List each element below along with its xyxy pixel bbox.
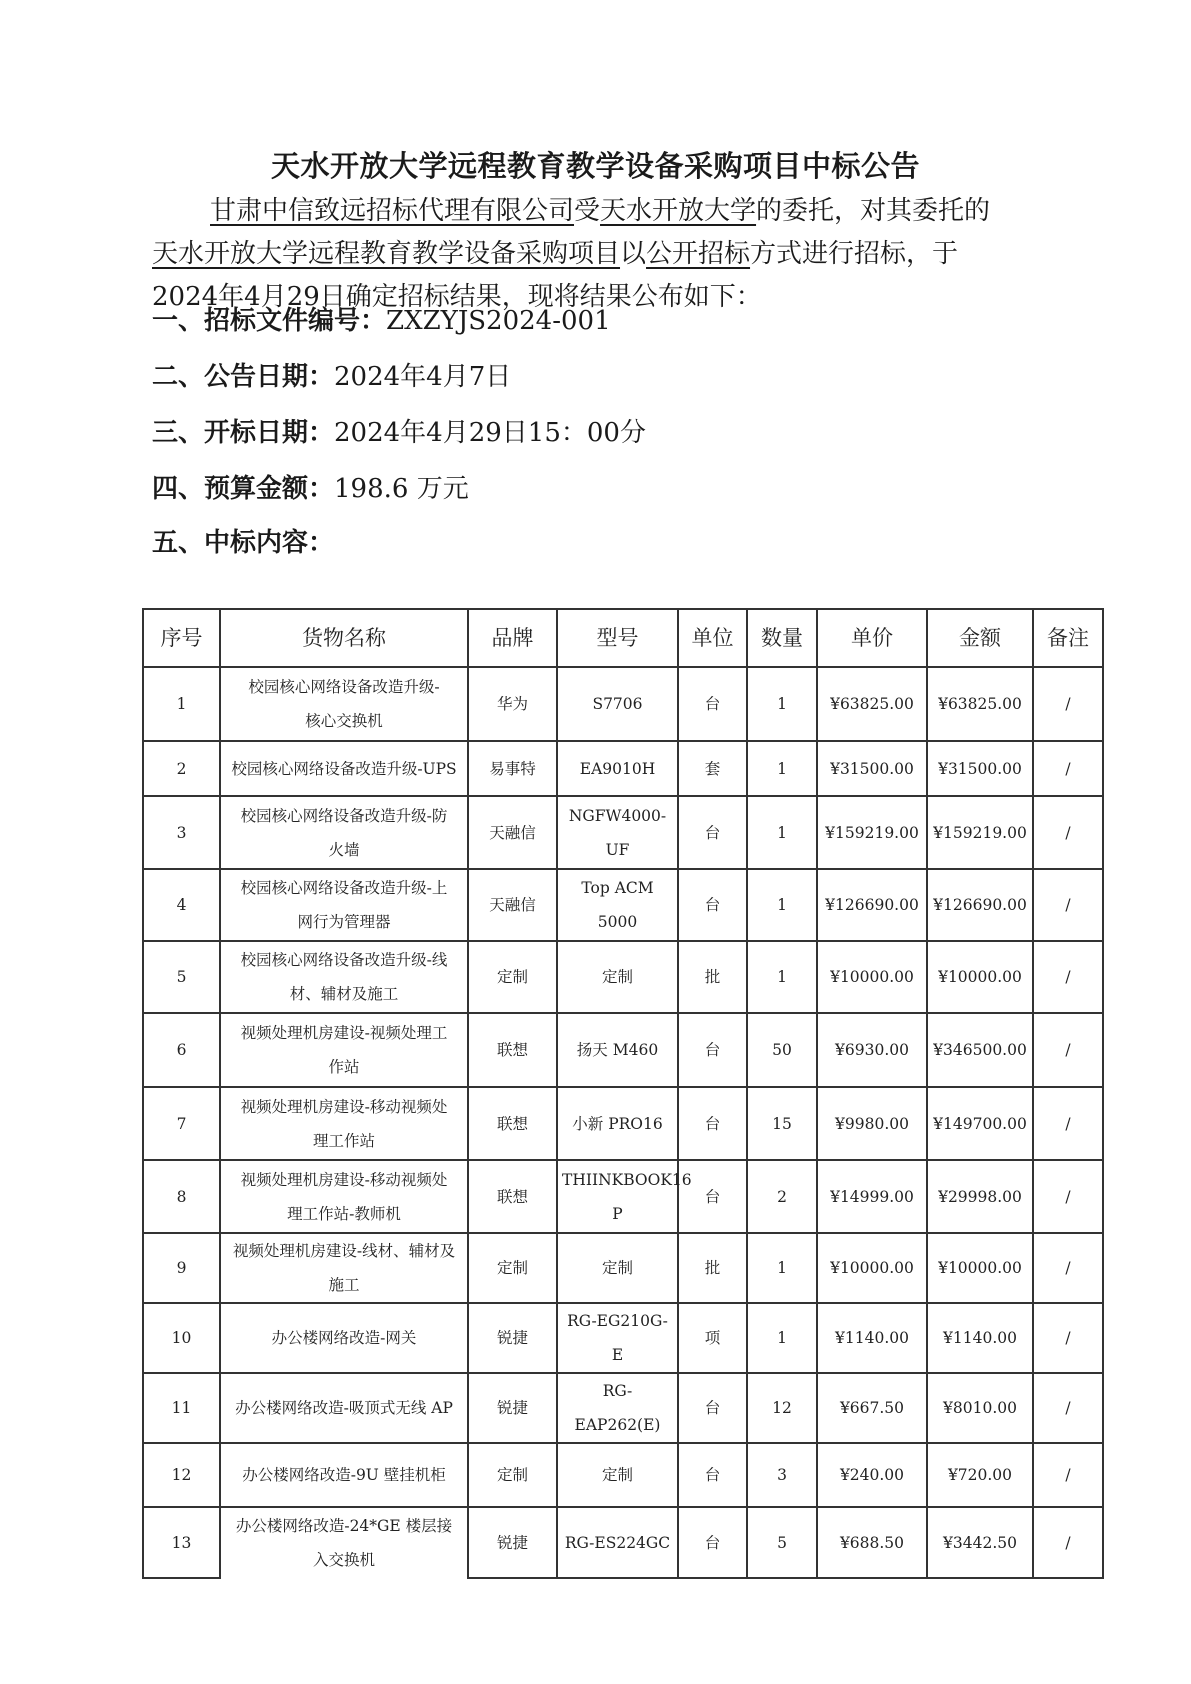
- section-budget: [152, 471, 469, 507]
- cell-amount: ¥149700.00: [927, 1087, 1033, 1160]
- cell-note: /: [1033, 869, 1103, 941]
- cell-model-line: THIINKBOOK16: [562, 1170, 692, 1189]
- table-row: [143, 1303, 1103, 1373]
- cell-no: 12: [143, 1443, 220, 1507]
- cell-brand: 锐捷: [468, 1373, 557, 1443]
- cell-brand: 联想: [468, 1013, 557, 1087]
- cell-name-line: 入交换机: [312, 1551, 375, 1569]
- cell-unit: 台: [678, 1160, 747, 1233]
- section-label: 二、公告日期：: [152, 362, 335, 392]
- cell-brand: 天融信: [468, 869, 557, 941]
- cell-price: ¥1140.00: [817, 1303, 927, 1373]
- table-row: [143, 796, 1103, 869]
- section-value: 2024年4月29日15：00分: [334, 418, 646, 448]
- section-label: 四、预算金额：: [152, 474, 335, 504]
- cell-amount: ¥31500.00: [927, 741, 1033, 796]
- cell-price: ¥667.50: [817, 1373, 927, 1443]
- cell-qty: 15: [747, 1087, 817, 1160]
- cell-unit: 批: [678, 941, 747, 1013]
- client-name: 天水开放大学: [600, 196, 757, 226]
- cell-note: /: [1033, 667, 1103, 741]
- cell-amount: ¥10000.00: [927, 941, 1033, 1013]
- cell-no: 2: [143, 741, 220, 796]
- cell-brand: 定制: [468, 1443, 557, 1507]
- cell-amount: ¥29998.00: [927, 1160, 1033, 1233]
- cell-model-line: 扬天 M460: [576, 1041, 659, 1059]
- cell-model: [557, 667, 678, 741]
- cell-model-line: Top ACM 5000: [581, 879, 654, 931]
- cell-name-line: 作站: [328, 1058, 360, 1076]
- cell-name-line: 视频处理机房建设-视频处理工: [240, 1024, 448, 1042]
- cell-qty: 5: [747, 1507, 817, 1578]
- cell-brand: 联想: [468, 1160, 557, 1233]
- cell-brand: 锐捷: [468, 1303, 557, 1373]
- cell-brand: 华为: [468, 667, 557, 741]
- cell-model: [557, 1233, 678, 1303]
- cell-name: [220, 1160, 468, 1233]
- cell-amount: ¥346500.00: [927, 1013, 1033, 1087]
- cell-model: [557, 869, 678, 941]
- cell-qty: 1: [747, 941, 817, 1013]
- cell-no: 5: [143, 941, 220, 1013]
- award-table: [142, 608, 1104, 1579]
- table-row: [143, 1507, 1103, 1578]
- cell-no: 9: [143, 1233, 220, 1303]
- cell-model: [557, 1013, 678, 1087]
- table-row: [143, 741, 1103, 796]
- cell-name: [220, 667, 468, 741]
- cell-no: 1: [143, 667, 220, 741]
- table-row: [143, 1443, 1103, 1507]
- cell-model-line: RG-EAP262(E): [574, 1382, 661, 1434]
- cell-note: /: [1033, 741, 1103, 796]
- header-unit: 单位: [678, 609, 747, 667]
- table-row: [143, 869, 1103, 941]
- table-row: [143, 1233, 1103, 1303]
- cell-unit: 套: [678, 741, 747, 796]
- cell-name-line: 理工作站-教师机: [287, 1204, 401, 1223]
- cell-qty: 1: [747, 796, 817, 869]
- cell-amount: ¥63825.00: [927, 667, 1033, 741]
- cell-brand: 锐捷: [468, 1507, 557, 1578]
- table-row: [143, 1013, 1103, 1087]
- cell-name: [220, 796, 468, 869]
- section-announce-date: [152, 359, 511, 395]
- cell-name-line: 视频处理机房建设-移动视频处: [240, 1097, 448, 1116]
- intro-text: 方式进行招标，于: [750, 239, 959, 269]
- cell-no: 11: [143, 1373, 220, 1443]
- cell-name: [220, 1507, 468, 1578]
- cell-brand: 定制: [468, 941, 557, 1013]
- cell-no: 8: [143, 1160, 220, 1233]
- cell-note: /: [1033, 1013, 1103, 1087]
- cell-qty: 1: [747, 1303, 817, 1373]
- cell-name: [220, 1373, 468, 1443]
- cell-note: /: [1033, 1087, 1103, 1160]
- cell-name-line: 校园核心网络设备改造升级-线: [240, 951, 448, 969]
- cell-qty: 12: [747, 1373, 817, 1443]
- section-tender-number: [152, 303, 611, 339]
- table-row: [143, 1087, 1103, 1160]
- cell-note: /: [1033, 941, 1103, 1013]
- cell-note: /: [1033, 1303, 1103, 1373]
- table-row: [143, 941, 1103, 1013]
- cell-name: [220, 1013, 468, 1087]
- cell-model: [557, 1160, 692, 1233]
- cell-price: ¥14999.00: [817, 1160, 927, 1233]
- intro-text: 2024年4月29日确定招标结果，现将结果公布如下：: [152, 282, 762, 312]
- cell-name-line: 校园核心网络设备改造升级-UPS: [231, 759, 457, 778]
- cell-price: ¥63825.00: [817, 667, 927, 741]
- cell-model: [557, 1303, 678, 1373]
- cell-name: [220, 1303, 468, 1373]
- cell-no: 7: [143, 1087, 220, 1160]
- cell-qty: 3: [747, 1443, 817, 1507]
- cell-name: [220, 1233, 468, 1303]
- cell-model: [557, 1507, 678, 1578]
- cell-unit: 台: [678, 1013, 747, 1087]
- agency-name: 甘肃中信致远招标代理有限公司: [210, 196, 575, 226]
- cell-unit: 台: [678, 1373, 747, 1443]
- cell-price: ¥126690.00: [817, 869, 927, 941]
- cell-name-line: 材、辅材及施工: [289, 985, 399, 1003]
- cell-brand: 易事特: [468, 741, 557, 796]
- project-name: 天水开放大学远程教育教学设备采购项目: [152, 239, 621, 269]
- cell-name-line: 火墙: [328, 840, 360, 859]
- intro-text: 的委托，对其委托的: [756, 196, 991, 226]
- cell-price: ¥10000.00: [817, 941, 927, 1013]
- cell-name-line: 视频处理机房建设-移动视频处: [240, 1170, 448, 1189]
- section-value: ZXZYJS2024-001: [386, 306, 611, 336]
- table-row: [143, 1373, 1103, 1443]
- cell-model: [557, 741, 678, 796]
- cell-name: [220, 1443, 468, 1507]
- header-amount: 金额: [927, 609, 1033, 667]
- page-title: 天水开放大学远程教育教学设备采购项目中标公告: [270, 149, 920, 183]
- section-award-content: [152, 525, 334, 561]
- intro-text: 以: [620, 239, 647, 269]
- cell-model-line: P: [612, 1204, 623, 1223]
- cell-price: ¥159219.00: [817, 796, 927, 869]
- cell-unit: 台: [678, 1087, 747, 1160]
- cell-qty: 50: [747, 1013, 817, 1087]
- cell-amount: ¥1140.00: [927, 1303, 1033, 1373]
- header-model: 型号: [557, 609, 678, 667]
- cell-model-line: RG-ES224GC: [564, 1533, 671, 1552]
- cell-model-line: 定制: [601, 968, 633, 986]
- cell-qty: 1: [747, 1233, 817, 1303]
- section-label: 三、开标日期：: [152, 418, 335, 448]
- cell-note: /: [1033, 1373, 1103, 1443]
- cell-no: 13: [143, 1507, 220, 1578]
- cell-name-line: 校园核心网络设备改造升级-上: [240, 879, 448, 897]
- cell-no: 10: [143, 1303, 220, 1373]
- cell-model-line: S7706: [592, 695, 643, 713]
- cell-name: [220, 869, 468, 941]
- cell-price: ¥31500.00: [817, 741, 927, 796]
- cell-model: [557, 796, 678, 869]
- cell-price: ¥9980.00: [817, 1087, 927, 1160]
- cell-name-line: 核心交换机: [305, 712, 383, 730]
- cell-price: ¥688.50: [817, 1507, 927, 1578]
- cell-model-line: 小新 PRO16: [572, 1114, 663, 1133]
- cell-brand: 定制: [468, 1233, 557, 1303]
- cell-amount: ¥10000.00: [927, 1233, 1033, 1303]
- cell-unit: 台: [678, 1443, 747, 1507]
- cell-name-line: 办公楼网络改造-24*GE 楼层接: [235, 1517, 453, 1535]
- cell-unit: 台: [678, 796, 747, 869]
- cell-model-line: RG-EG210G-E: [567, 1312, 668, 1364]
- cell-name: [220, 741, 468, 796]
- cell-qty: 1: [747, 741, 817, 796]
- cell-model: [557, 1373, 678, 1443]
- cell-amount: ¥126690.00: [927, 869, 1033, 941]
- cell-amount: ¥720.00: [927, 1443, 1033, 1507]
- cell-price: ¥10000.00: [817, 1233, 927, 1303]
- cell-name: [220, 941, 468, 1013]
- cell-price: ¥240.00: [817, 1443, 927, 1507]
- header-note: 备注: [1033, 609, 1103, 667]
- cell-qty: 1: [747, 667, 817, 741]
- cell-model: [557, 1443, 678, 1507]
- cell-name-line: 校园核心网络设备改造升级-: [248, 678, 440, 696]
- cell-name: [220, 1087, 468, 1160]
- cell-name-line: 办公楼网络改造-吸顶式无线 AP: [235, 1399, 453, 1417]
- cell-name-line: 网行为管理器: [297, 913, 391, 931]
- cell-amount: ¥3442.50: [927, 1507, 1033, 1578]
- cell-note: /: [1033, 1507, 1103, 1578]
- table-row: [143, 1160, 1103, 1233]
- cell-amount: ¥159219.00: [927, 796, 1033, 869]
- header-name: 货物名称: [220, 609, 468, 667]
- cell-qty: 1: [747, 869, 817, 941]
- cell-unit: 台: [678, 667, 747, 741]
- header-qty: 数量: [747, 609, 817, 667]
- section-value: 198.6 万元: [334, 474, 469, 504]
- table-header-row: [143, 609, 1103, 667]
- cell-model: [557, 941, 678, 1013]
- cell-model-line: EA9010H: [579, 759, 656, 778]
- cell-name-line: 视频处理机房建设-线材、辅材及: [232, 1242, 456, 1260]
- cell-brand: 天融信: [468, 796, 557, 869]
- cell-model: [557, 1087, 678, 1160]
- header-brand: 品牌: [468, 609, 557, 667]
- cell-name-line: 办公楼网络改造-网关: [271, 1329, 417, 1347]
- cell-price: ¥6930.00: [817, 1013, 927, 1087]
- cell-name-line: 办公楼网络改造-9U 壁挂机柜: [242, 1466, 446, 1484]
- cell-no: 4: [143, 869, 220, 941]
- cell-name-line: 理工作站: [312, 1131, 375, 1150]
- cell-note: /: [1033, 1443, 1103, 1507]
- cell-note: /: [1033, 1233, 1103, 1303]
- header-price: 单价: [817, 609, 927, 667]
- cell-amount: ¥8010.00: [927, 1373, 1033, 1443]
- cell-brand: 联想: [468, 1087, 557, 1160]
- cell-model-line: 定制: [601, 1466, 633, 1484]
- cell-model-line: 定制: [601, 1259, 633, 1277]
- header-no: 序号: [143, 609, 220, 667]
- tender-method: 公开招标: [646, 239, 751, 269]
- cell-unit: 台: [678, 1507, 747, 1578]
- intro-paragraph: [152, 190, 1052, 319]
- cell-model-line: NGFW4000-UF: [568, 806, 667, 859]
- intro-text: 受: [574, 196, 601, 226]
- cell-unit: 台: [678, 869, 747, 941]
- section-open-date: [152, 415, 646, 451]
- cell-note: /: [1033, 796, 1103, 869]
- cell-note: /: [1033, 1160, 1103, 1233]
- cell-name-line: 施工: [328, 1276, 360, 1294]
- cell-unit: 项: [678, 1303, 747, 1373]
- section-label: 五、中标内容：: [152, 528, 335, 558]
- cell-no: 3: [143, 796, 220, 869]
- cell-no: 6: [143, 1013, 220, 1087]
- table-row: [143, 667, 1103, 741]
- cell-unit: 批: [678, 1233, 747, 1303]
- cell-name-line: 校园核心网络设备改造升级-防: [240, 806, 448, 825]
- section-value: 2024年4月7日: [334, 362, 512, 392]
- section-label: 一、招标文件编号：: [152, 306, 387, 336]
- cell-qty: 2: [747, 1160, 817, 1233]
